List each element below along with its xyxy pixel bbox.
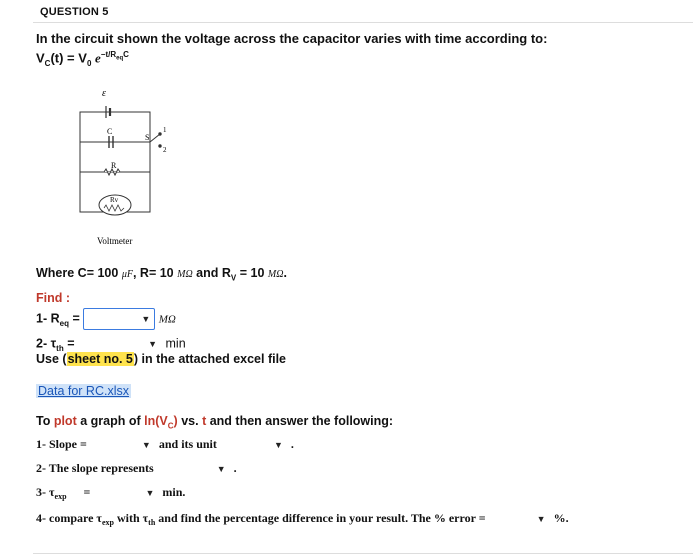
circuit-diagram (60, 84, 170, 252)
switch-pos-2: 2 (163, 146, 167, 154)
given-values: Where C= 100 μF, R= 10 MΩ and $R_V = 10$ MΩ. (36, 266, 287, 283)
capacitor-label: C (107, 127, 113, 136)
slope-unit-dropdown[interactable] (220, 434, 288, 456)
chevron-down-icon: ▼ (536, 514, 546, 524)
plot-instruction: To plot a graph of $\ln(V_C)$ vs. t and then answer the following: (36, 414, 394, 431)
percent-error-dropdown[interactable] (489, 508, 551, 530)
slope-represents-row: 2- The slope represents ▼ . (36, 458, 237, 480)
req-dropdown[interactable] (83, 308, 155, 330)
divider (33, 22, 693, 23)
sheet-highlight: sheet no. 5 (67, 352, 133, 366)
tau-th-unit: min (165, 336, 186, 351)
chevron-down-icon: ▼ (141, 314, 151, 324)
req-unit: MΩ (158, 313, 176, 326)
slope-dropdown[interactable] (90, 434, 156, 456)
slope-row: 1- Slope = ▼ and its unit ▼ . (36, 434, 294, 456)
resistor-label: R (111, 161, 117, 170)
chevron-down-icon: ▼ (216, 464, 226, 474)
use-sheet-note: Use (sheet no. 5) in the attached excel file (36, 352, 287, 366)
voltmeter-label: Voltmeter (97, 236, 133, 246)
switch-label: S (145, 133, 150, 142)
question-prompt: In the circuit shown the voltage across the capacitor varies with time according to: (36, 31, 548, 46)
rv-label: Rv (110, 196, 119, 204)
excel-file-link[interactable]: Data for RC.xlsx (38, 384, 129, 398)
tau-exp-row: 3- $\tau_{exp}$ = ▼ min. (36, 482, 185, 504)
compare-row: 4- compare $\tau_{exp}$ with $\tau_{th}$ and find the percentage difference in your result. The % error = ▼ %. (36, 508, 569, 530)
question-number: QUESTION 5 (40, 6, 109, 18)
switch-pos-1: 1 (163, 126, 167, 134)
tau-exp-dropdown[interactable] (93, 482, 159, 504)
chevron-down-icon: ▼ (145, 488, 155, 498)
divider (33, 553, 693, 554)
req-row: 1- $R_{eq}$ = ▼ MΩ (36, 308, 176, 330)
emf-label: ε (102, 88, 106, 99)
chevron-down-icon: ▼ (141, 440, 151, 450)
chevron-down-icon: ▼ (273, 440, 283, 450)
find-label: Find : (36, 291, 71, 305)
slope-represents-dropdown[interactable] (157, 458, 231, 480)
chevron-down-icon: ▼ (148, 339, 158, 349)
equation: $V_C(t) = V_0$ $e^{-t/R_{eq}C}$ (36, 50, 129, 68)
tau-th-row: 2- $\tau_{th}$ = ▼ min (36, 333, 186, 355)
